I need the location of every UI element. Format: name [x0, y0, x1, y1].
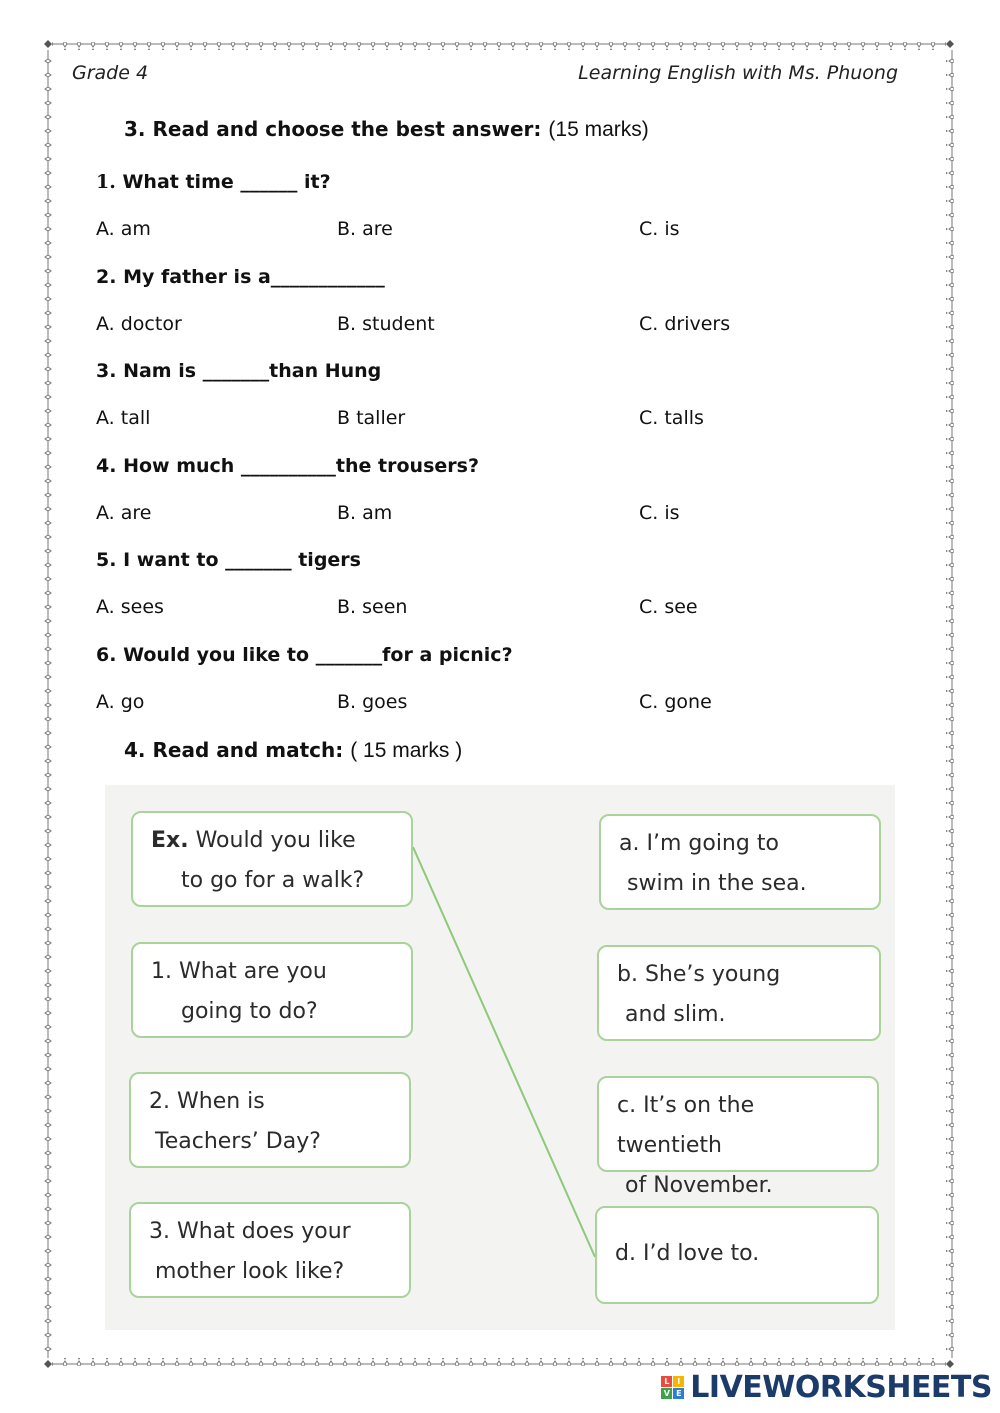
question-4 — [96, 455, 479, 477]
logo-letter: I — [673, 1376, 684, 1387]
match-text-line1: Would you like — [195, 828, 356, 853]
match-right-b[interactable] — [597, 945, 881, 1041]
question-2 — [96, 266, 385, 288]
match-text-line2: Teachers’ Day? — [155, 1129, 321, 1154]
logo-letter: V — [661, 1388, 672, 1399]
question-number: 3. — [96, 360, 117, 382]
question-number: 2. — [96, 266, 117, 288]
q6-option-b[interactable]: B. goes — [337, 691, 408, 713]
match-right-c[interactable] — [597, 1076, 879, 1198]
question-1 — [96, 171, 331, 193]
match-text-line1: It’s on the twentieth — [617, 1093, 755, 1158]
match-text-line1: I’d love to. — [642, 1241, 760, 1266]
question-6 — [96, 644, 513, 666]
q3-option-a[interactable]: A. tall — [96, 407, 151, 429]
question-text: Would you like to _______for a picnic? — [123, 644, 513, 666]
match-left-1[interactable] — [131, 942, 413, 1038]
match-left-ex[interactable] — [131, 811, 413, 907]
logo-text: LIVEWORKSHEETS — [690, 1370, 992, 1405]
match-prefix: 3. — [149, 1219, 170, 1244]
q6-option-c[interactable]: C. gone — [639, 691, 712, 713]
logo-letter: E — [673, 1388, 684, 1399]
matching-panel — [105, 785, 895, 1330]
q2-option-b[interactable]: B. student — [337, 313, 435, 335]
match-right-d[interactable] — [595, 1206, 879, 1304]
question-number: 5. — [96, 549, 117, 571]
q5-option-b[interactable]: B. seen — [337, 596, 408, 618]
header-course: Learning English with Ms. Phuong — [578, 62, 898, 84]
section3-marks: (15 marks) — [548, 118, 649, 141]
match-text-line2: to go for a walk? — [181, 868, 365, 893]
q2-option-a[interactable]: A. doctor — [96, 313, 182, 335]
match-text-line2: and slim. — [625, 1002, 726, 1027]
match-left-3[interactable] — [129, 1202, 411, 1298]
q4-option-b[interactable]: B. am — [337, 502, 393, 524]
match-text-line2: going to do? — [181, 999, 318, 1024]
logo-mark-icon — [661, 1376, 684, 1399]
match-prefix: 1. — [151, 959, 172, 984]
question-number: 1. — [96, 171, 116, 193]
match-right-a[interactable] — [599, 814, 881, 910]
match-text-line1: She’s young — [644, 962, 781, 987]
q3-option-b[interactable]: B taller — [337, 407, 406, 429]
match-left-2[interactable] — [129, 1072, 411, 1168]
question-5 — [96, 549, 361, 571]
q4-option-c[interactable]: C. is — [639, 502, 680, 524]
q5-option-a[interactable]: A. sees — [96, 596, 164, 618]
match-prefix: Ex. — [151, 828, 189, 853]
question-number: 6. — [96, 644, 117, 666]
logo-letter: L — [661, 1376, 672, 1387]
match-text-line1: I’m going to — [646, 831, 779, 856]
question-number: 4. — [96, 455, 117, 477]
section4-marks: ( 15 marks ) — [350, 739, 463, 762]
question-3 — [96, 360, 381, 382]
match-prefix: c. — [617, 1093, 637, 1118]
question-text: I want to _______ tigers — [123, 549, 361, 571]
question-text: My father is a____________ — [123, 266, 385, 288]
match-text-line2: swim in the sea. — [627, 871, 807, 896]
header-grade: Grade 4 — [72, 62, 149, 84]
match-text-line1: What are you — [179, 959, 327, 984]
match-text-line2: mother look like? — [155, 1259, 345, 1284]
q5-option-c[interactable]: C. see — [639, 596, 698, 618]
question-text: What time ______ it? — [122, 171, 331, 193]
match-text-line1: What does your — [177, 1219, 351, 1244]
q2-option-c[interactable]: C. drivers — [639, 313, 731, 335]
match-prefix: d. — [615, 1241, 636, 1266]
section4-title — [124, 738, 462, 763]
q4-option-a[interactable]: A. are — [96, 502, 152, 524]
q1-option-a[interactable]: A. am — [96, 218, 151, 240]
section3-heading: 3. Read and choose the best answer: — [124, 117, 542, 141]
match-text-line1: When is — [177, 1089, 265, 1114]
question-text: How much __________the trousers? — [123, 455, 479, 477]
match-text-line2: of November. — [625, 1173, 773, 1198]
match-prefix: b. — [617, 962, 638, 987]
section4-heading: 4. Read and match: — [124, 738, 344, 762]
match-prefix: a. — [619, 831, 640, 856]
q1-option-b[interactable]: B. are — [337, 218, 393, 240]
match-prefix: 2. — [149, 1089, 170, 1114]
q3-option-c[interactable]: C. talls — [639, 407, 704, 429]
q6-option-a[interactable]: A. go — [96, 691, 145, 713]
liveworksheets-logo[interactable] — [661, 1370, 992, 1405]
section3-title — [124, 117, 649, 142]
q1-option-c[interactable]: C. is — [639, 218, 680, 240]
question-text: Nam is _______than Hung — [123, 360, 382, 382]
